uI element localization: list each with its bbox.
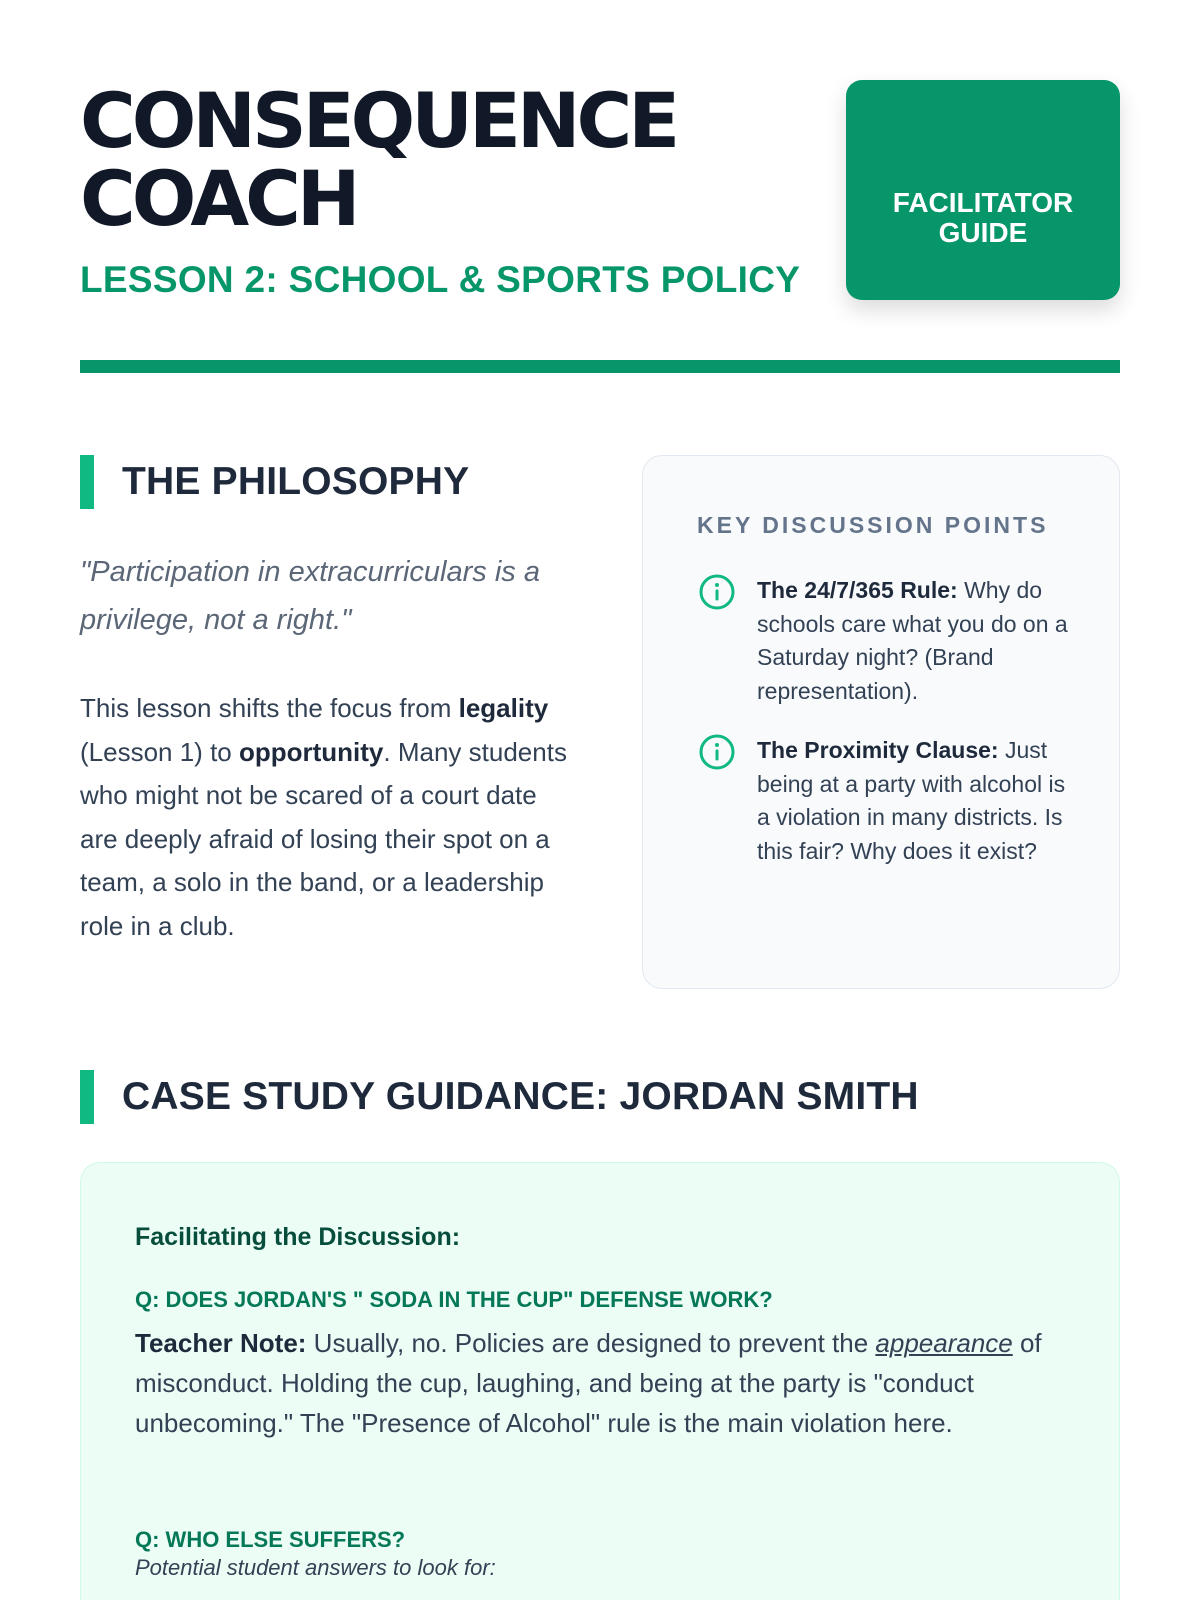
badge-line-1: FACILITATOR	[892, 187, 1074, 218]
point-label: The Proximity Clause:	[757, 737, 999, 763]
philosophy-heading: THE PHILOSOPHY	[122, 460, 470, 503]
body-text-part: . Many students who might not be scared of a court date are deeply afraid of losing their spot on a team, a solo in the band, or a leadership role in a club.	[80, 736, 567, 941]
section-accent-bar	[80, 455, 94, 509]
facilitator-guide-badge	[846, 80, 1120, 300]
question-1: Q: DOES JORDAN'S " SODA IN THE CUP" DEFENSE WORK?	[135, 1287, 773, 1312]
guidance-title: Facilitating the Discussion:	[135, 1223, 461, 1251]
body-text-part: This lesson shifts the focus from	[80, 693, 459, 723]
philosophy-body	[80, 687, 580, 948]
discussion-point	[697, 734, 1077, 868]
info-icon	[697, 572, 737, 708]
point-label: The 24/7/365 Rule:	[757, 577, 958, 603]
info-icon	[697, 732, 737, 868]
section-accent-bar	[80, 1070, 94, 1124]
case-study-section-header	[80, 1070, 919, 1124]
note-emphasis: appearance	[875, 1328, 1013, 1358]
discussion-point	[697, 574, 1077, 708]
header-divider	[80, 360, 1120, 373]
teacher-note	[135, 1323, 1055, 1443]
card-title: KEY DISCUSSION POINTS	[697, 512, 1049, 538]
note-text-part: Usually, no. Policies are designed to prevent the	[306, 1328, 876, 1358]
question-2: Q: WHO ELSE SUFFERS?	[135, 1527, 406, 1552]
body-bold-legality: legality	[458, 693, 549, 723]
note-text-part: of misconduct. Holding the cup, laughing, and being at the party is "conduct unbecoming." The "Presence of Alcohol" rule is the main violation here.	[135, 1328, 1042, 1438]
case-study-guidance-box	[80, 1162, 1120, 1600]
body-text-part: (Lesson 1) to	[80, 736, 239, 767]
point-description: Why do schools care what you do on a Saturday night? (Brand representation).	[757, 577, 1068, 704]
case-study-heading: CASE STUDY GUIDANCE: JORDAN SMITH	[122, 1075, 919, 1118]
philosophy-quote: "Participation in extracurriculars is a privilege, not a right."	[80, 556, 540, 636]
page-title	[80, 76, 677, 243]
body-bold-opportunity: opportunity	[238, 736, 384, 767]
title-line-2: COACH	[80, 154, 357, 243]
point-text	[757, 574, 1077, 708]
teacher-note-label: Teacher Note:	[135, 1328, 307, 1358]
lesson-subtitle: LESSON 2: SCHOOL & SPORTS POLICY	[80, 259, 801, 300]
point-description: Just being at a party with alcohol is a violation in many districts. Is this fair? Why does it exist?	[757, 737, 1066, 864]
key-discussion-card	[642, 455, 1120, 989]
title-line-1: CONSEQUENCE	[80, 76, 677, 165]
badge-line-2: GUIDE	[938, 217, 1028, 248]
answer-hint: Potential student answers to look for:	[135, 1555, 496, 1580]
point-text	[757, 734, 1077, 868]
philosophy-section-header	[80, 455, 469, 509]
